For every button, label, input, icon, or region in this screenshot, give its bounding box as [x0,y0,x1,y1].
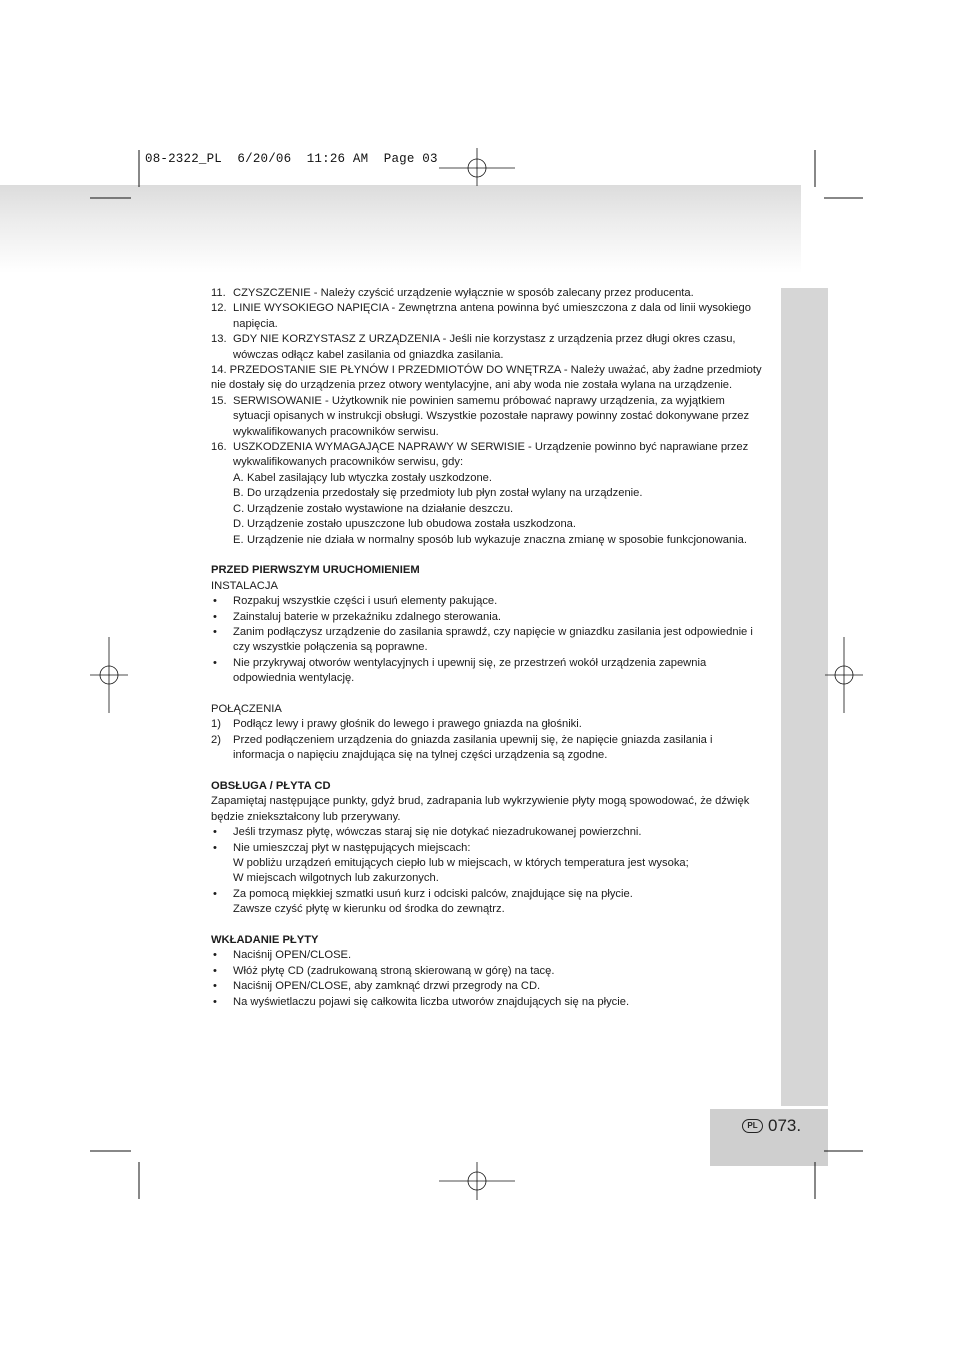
sub-item: A. Kabel zasilający lub wtyczka zostały uszkodzone. [233,471,492,484]
sub-item: C. Urządzenie zostało wystawione na działanie deszczu. [233,502,514,515]
bullet-icon: • [213,841,217,854]
document-body [211,286,763,1010]
bullet-item: • Jeśli trzymasz płytę, wówczas staraj się nie dotykać niezadrukowanej powierzchni. [211,825,763,840]
page-number-text: 073. [768,1116,802,1135]
printer-slug: 08-2322_PL 6/20/06 11:26 AM Page 03 [145,152,438,166]
list-item: 12. LINIE WYSOKIEGO NAPIĘCIA - Zewnętrzna antena powinna być umieszczona z dala od linii wysokiego napięcia. [211,302,751,330]
registration-mark-left-icon [90,637,128,713]
section-heading-loading: WKŁADANIE PŁYTY [211,934,319,946]
bullet-icon: • [213,995,217,1008]
registration-mark-bottom-icon [439,1162,515,1200]
sub-item: D. Urządzenie zostało upuszczone lub obudowa została uszkodzona. [233,518,576,531]
list-item: 1) Podłącz lewy i prawy głośnik do lewego i prawego gniazda na głośniki. [211,718,582,731]
sub-item: B. Do urządzenia przedostały się przedmioty lub płyn został wylany na urządzenie. [233,487,643,500]
bullet-icon: • [213,595,217,608]
section-heading-first-use: PRZED PIERWSZYM URUCHOMIENIEM [211,564,420,577]
list-item-14: 14. PRZEDOSTANIE SIE PŁYNÓW I PRZEDMIOTÓW DO WNĘTRZA - Należy uważać, aby żadne przedmioty nie dostały się do urządzenia przez otwory wentylacyjne, ani aby woda nie została wylana na urządzenie. [211,364,762,392]
bullet-item: • Zainstaluj baterie w przekaźniku zdalnego sterowania. [211,610,763,625]
bullet-item: • Nie umieszczaj płyt w następujących miejscach: W pobliżu urządzeń emitujących ciepło lub w miejscach, w których temperatura jest wysoka; W miejscach wilgotnych lub zakurzonych. [211,841,763,887]
bullet-icon: • [213,980,217,993]
language-badge-icon: PL [742,1119,763,1133]
subheading-installation: INSTALACJA [211,579,278,592]
bullet-item: • Zanim podłączysz urządzenie do zasilania sprawdź, czy napięcie w gniazdku zasilania jest odpowiednie i czy wszystkie połączenia są poprawne. [211,625,763,656]
bullet-icon: • [213,656,217,669]
bullet-icon: • [213,625,217,638]
bullet-icon: • [213,887,217,900]
list-item: 2) Przed podłączeniem urządzenia do gniazda zasilania upewnij się, że napięcie gniazda zasilania i informacja o napięciu znajdująca się na tylnej części urządzenia są zgodne. [211,733,713,762]
bullet-icon: • [213,964,217,977]
bullet-item: • Włóż płytę CD (zadrukowaną stroną skierowaną w górę) na tacę. [211,964,763,979]
section-heading-cd-handling: OBSŁUGA / PŁYTA CD [211,779,331,792]
bullet-item: • Naciśnij OPEN/CLOSE, aby zamknąć drzwi przegrody na CD. [211,979,763,994]
bullet-item: • Naciśnij OPEN/CLOSE. [211,948,763,963]
registration-mark-right-icon [825,637,863,713]
bullet-icon: • [213,610,217,623]
cd-handling-intro: Zapamiętaj następujące punkty, gdyż brud, zadrapania lub wykrzywienie płyty mogą spowodować, że dźwięk będzie zniekształcony lub przerywany. [211,795,750,823]
bullet-item: • Rozpakuj wszystkie części i usuń elementy pakujące. [211,594,763,609]
registration-mark-top-icon [439,148,515,186]
sub-item: E. Urządzenie nie działa w normalny sposób lub wykazuje znaczna zmianę w sposobie funkcjonowania. [233,533,747,546]
subheading-connections: POŁĄCZENIA [211,702,282,715]
bullet-item: • Na wyświetlaczu pojawi się całkowita liczba utworów znajdujących się na płycie. [211,995,763,1010]
bullet-item: • Nie przykrywaj otworów wentylacyjnych i upewnij się, ze przestrzeń wokół urządzenia zapewnia odpowiednia wentylację. [211,656,763,687]
list-item: 15. SERWISOWANIE - Użytkownik nie powinien samemu próbować naprawy urządzenia, za wyjątkiem sytuacji opisanych w instrukcji obsługi. Wszystkie pozostałe naprawy powinny zostać dokonywane przez wykwalifikowanych pracowników serwisu. [211,394,750,438]
bullet-icon: • [213,949,217,962]
bullet-item: • Za pomocą miękkiej szmatki usuń kurz i odciski palców, znajdujące się na płycie. Zawsze czyść płytę w kierunku od środka do zewnątrz. [211,887,763,918]
list-item: 13. GDY NIE KORZYSTASZ Z URZĄDZENIA - Jeśli nie korzystasz z urządzenia przez długi okres czasu, wówczas odłącz kabel zasilania od gniazdka zasilania. [211,333,736,361]
list-item: 16. USZKODZENIA WYMAGAJĄCE NAPRAWY W SERWISIE - Urządzenie powinno być naprawiane przez wykwalifikowanych pracowników serwisu, gdy: [211,441,749,469]
bullet-icon: • [213,826,217,839]
list-item: 11. CZYSZCZENIE - Należy czyścić urządzenie wyłącznie w sposób zalecany przez producenta. [211,287,694,299]
